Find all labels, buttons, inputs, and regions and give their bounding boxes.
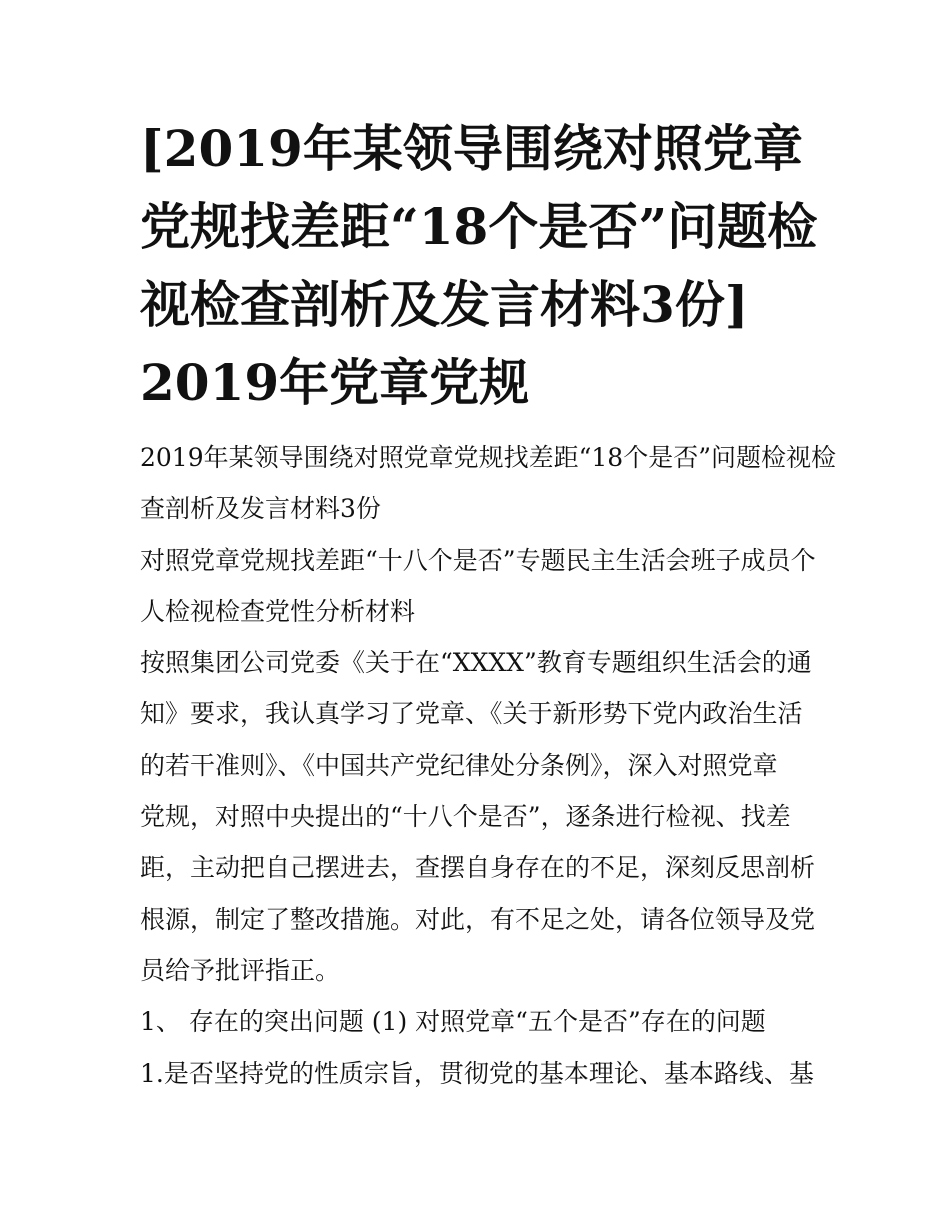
body-line-10: 根源，制定了整改措施。对此，有不足之处，请各位领导及党 bbox=[140, 904, 816, 934]
body-line-6: 知》要求，我认真学习了党章、《关于新形势下党内政治生活 bbox=[140, 699, 803, 729]
body-line-7: 的若干准则》、《中国共产党纪律处分条例》，深入对照党章 bbox=[140, 750, 778, 780]
body-line-5: 按照集团公司党委《关于在“XXXX”教育专题组织生活会的通 bbox=[140, 648, 812, 678]
body-line-2: 查剖析及发言材料3份 bbox=[140, 494, 381, 524]
title-line-1: [2019年某领导围绕对照党章 bbox=[140, 119, 803, 178]
body-line-1: 2019年某领导围绕对照党章党规找差距“18个是否”问题检视检 bbox=[140, 443, 836, 472]
body-line-4: 人检视检查党性分析材料 bbox=[140, 596, 416, 626]
body-line-9: 距，主动把自己摆进去，查摆自身存在的不足，深刻反思剖析 bbox=[140, 853, 816, 883]
body-line-8: 党规，对照中央提出的“十八个是否”，逐条进行检视、找差 bbox=[140, 802, 791, 832]
title-line-2: 党规找差距“18个是否”问题检 bbox=[140, 197, 818, 256]
body-line-12: 1、 存在的突出问题 (1) 对照党章“五个是否”存在的问题 bbox=[140, 1007, 766, 1037]
title-line-3: 视检查剖析及发言材料3份] bbox=[140, 275, 749, 334]
document-title bbox=[140, 110, 820, 422]
body-line-3: 对照党章党规找差距“十八个是否”专题民主生活会班子成员个 bbox=[140, 545, 816, 575]
body-line-13: 1.是否坚持党的性质宗旨，贯彻党的基本理论、基本路线、基 bbox=[140, 1058, 814, 1088]
title-line-4: 2019年党章党规 bbox=[140, 353, 530, 412]
document-body bbox=[140, 432, 836, 1099]
body-line-11: 员给予批评指正。 bbox=[140, 955, 341, 985]
